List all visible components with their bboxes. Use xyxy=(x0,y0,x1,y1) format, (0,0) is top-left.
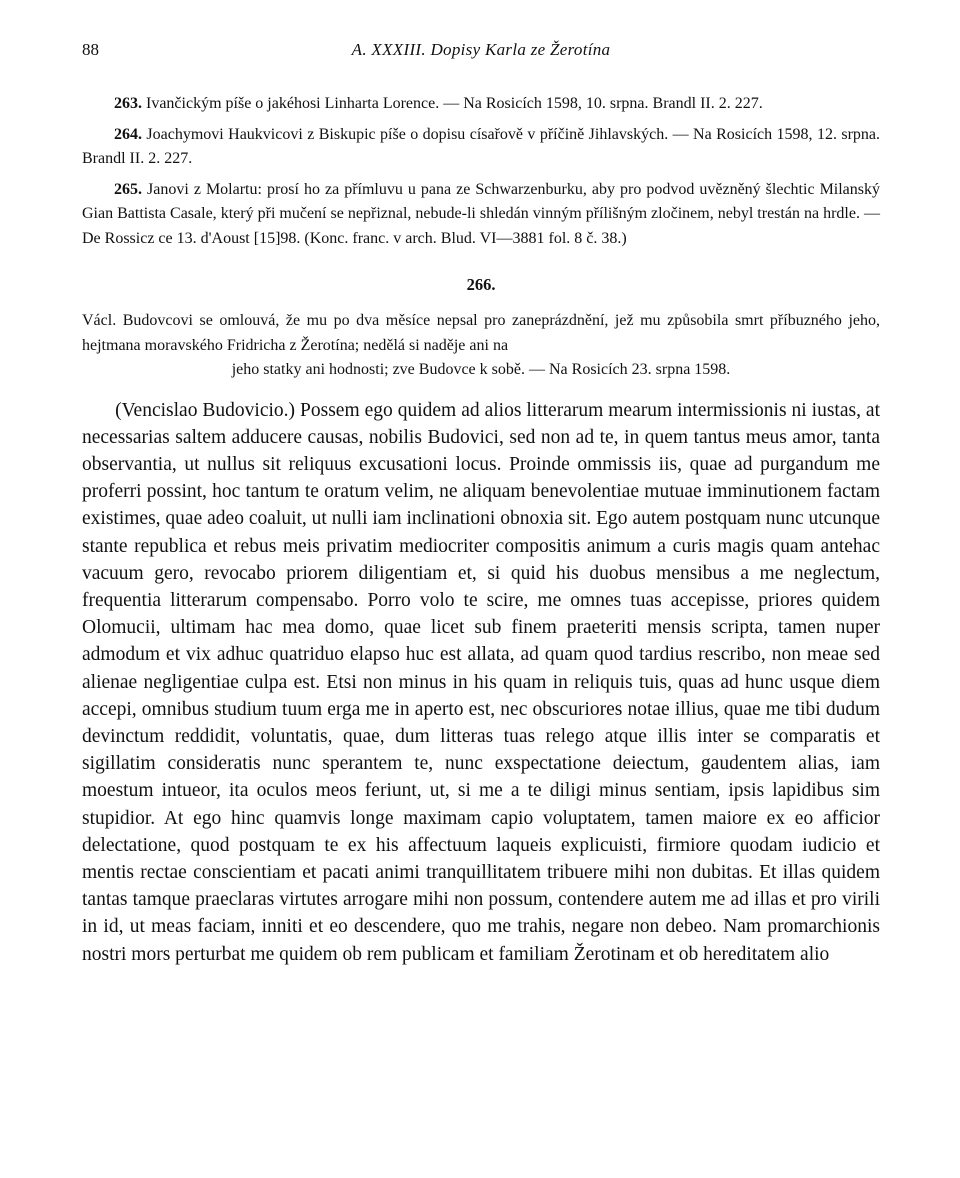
entry-number: 264. xyxy=(114,125,142,143)
register-entry xyxy=(82,178,880,252)
document-page xyxy=(82,40,880,968)
entry-text: Janovi z Molartu: prosí ho za přímluvu u pana ze Schwarzenburku, aby pro podvod uvězněný šlechtic Milanský Gian Battista Casale, který při mučení se nepřiznal, nebude-li shledán vinným přílišným zločinem, nebyl trestán na hrdle. — De Rossicz ce 13. d'Aoust [15]98. (Konc. franc. v arch. Blud. VI—3881 fol. 8 č. 38.) xyxy=(82,180,881,247)
page-header xyxy=(82,40,880,70)
entry-text: Joachymovi Haukvicovi z Biskupic píše o dopisu císařově v příčině Jihlavských. — Na Rosicích 1598, 12. srpna. Brandl II. 2. 227. xyxy=(82,125,881,167)
page-number: 88 xyxy=(82,40,99,59)
register-entry xyxy=(82,92,880,117)
salutation: (Vencislao Budovicio.) xyxy=(115,399,296,421)
document-number: 266. xyxy=(466,275,496,294)
register-list xyxy=(82,92,880,251)
register-entry xyxy=(82,123,880,172)
letter-text: Possem ego quidem ad alios litterarum mearum intermissionis ni iustas, at necessarias saltem adducere causas, nobilis Budovici, sed non ad te, in quem tantus meus amor, tanta observantia, ut nullus sit reliquus excusationi locus. Proinde ommissis iis, quae ad purgandum me proferri possint, hoc tantum te oratum velim, ne aliquam benevolentiae mutuae imminutionem factam existimes, quae adeo coaluit, ut nulli iam inclinationi obnoxia sit. Ego autem postquam nunc utcunque stante republica et rebus meis privatim mediocriter compositis animum a curis magis quam antehac vacuum gero, revocabo priorem diligentiam et, si quid his duobus mensibus a me neglectum, frequentia litterarum compensabo. Porro volo te scire, me omnes tuas accepisse, priores quidem Olomucii, ultimam hac mea domo, quae licet sub finem praeteriti mensis scripta, tamen nuper admodum et vix adhuc quatriduo elapso huc est allata, ad quam quod tardius rescribo, non meae sed alienae negligentiae culpa est. Etsi non minus in his quam in reliquis tuis, quas ad hunc usque diem accepi, omnibus studium tuum erga me in aperto est, nec obscuriores notae illius, quae me tibi dudum devinctum reddidit, voluntatis, quae, dum litteras tuas relego atque illis inter se comparatis et sigillatim consideratis nunc sperantem te, nunc exspectatione deiectum, gaudentem alias, iam moestum intueor, ita oculos meos feriunt, ut, si me a te diligi minus sentiam, ipsis lapidibus sim stupidior. At ego hinc quamvis longe maximam capio voluptatem, tamen maiore ex eo afficior delectatione, quod postquam te ex his affectuum laqueis explicuisti, firmiore quodam iudicio et mentis rectae conscientiam et pacati animi tranquillitatem tribuere mihi non dubitas. Et illas quidem tantas tamque praeclaras virtutes arrogare mihi non possum, contendere autem me ad illas et pro virili in id, ut meas faciam, inniti et eo descendere, quo me trahis, negare non debeo. Nam promarchionis nostri mors perturbat me quidem ob rem publicam et familiam Žerotinam et ob hereditatem alio xyxy=(82,399,881,965)
document-summary xyxy=(82,309,880,383)
summary-text: Václ. Budovcovi se omlouvá, že mu po dva měsíce nepsal pro zaneprázdnění, jež mu způsobila smrt příbuzného jeho, hejtmana moravského Fridricha z Žerotína; nedělá si naděje ani na xyxy=(82,312,880,354)
summary-last-line: jeho statky ani hodnosti; zve Budovce k sobě. — Na Rosicích 23. srpna 1598. xyxy=(231,361,731,378)
entry-number: 265. xyxy=(114,180,142,198)
running-title: A. XXXIII. Dopisy Karla ze Žerotína xyxy=(351,40,611,59)
entry-text: Ivančickým píše o jakéhosi Linharta Lorence. — Na Rosicích 1598, 10. srpna. Brandl II. 2. 227. xyxy=(146,95,763,112)
entry-number: 263. xyxy=(114,95,142,112)
letter-body xyxy=(82,397,880,968)
